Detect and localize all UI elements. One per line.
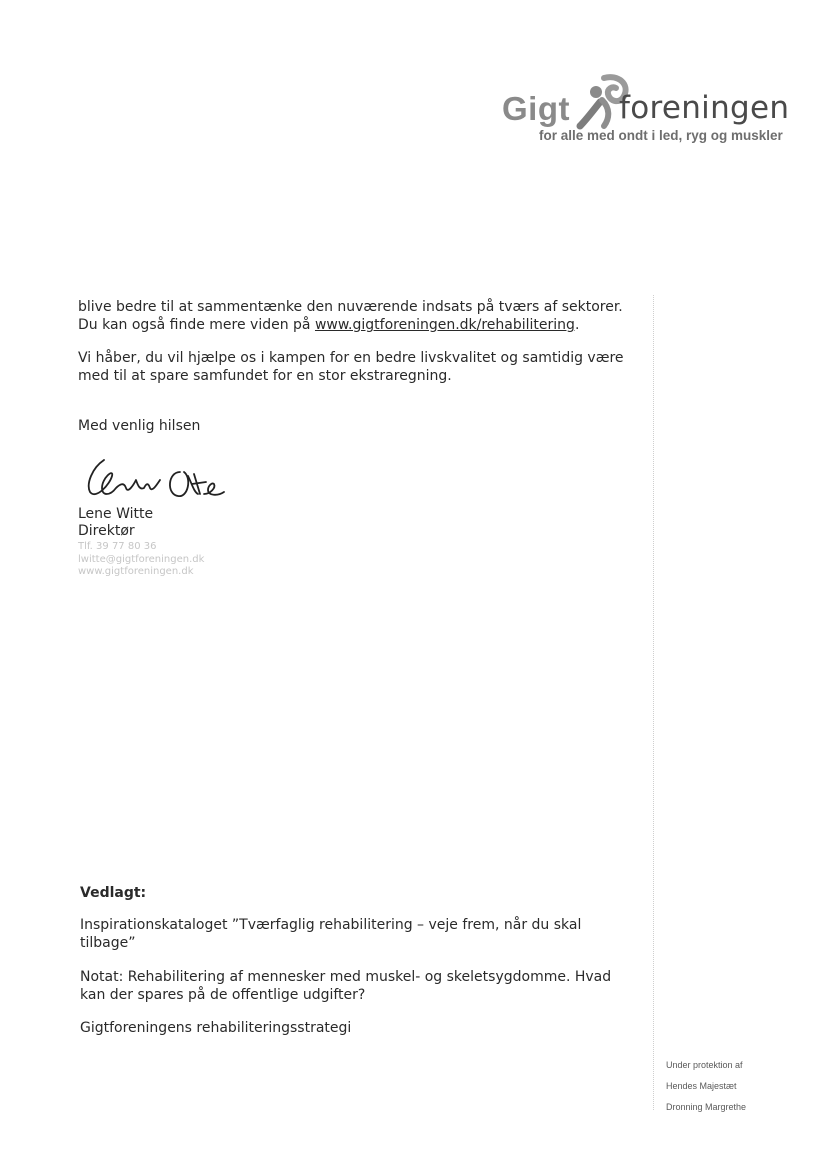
gigtforeningen-logo bbox=[502, 68, 790, 148]
attachment-item: Gigtforeningens rehabiliteringsstrategi bbox=[80, 1020, 352, 1036]
patronage-line: Under protektion af bbox=[666, 1060, 743, 1070]
paragraph-closing-remarks bbox=[78, 298, 638, 334]
patronage-line: Hendes Majestæt bbox=[666, 1081, 737, 1091]
royal-patronage-note bbox=[666, 1055, 746, 1118]
patronage-line: Dronning Margrethe bbox=[666, 1102, 747, 1112]
handwritten-signature bbox=[84, 454, 234, 504]
attachment-item: Notat: Rehabilitering af mennesker med muskel- og skeletsygdomme. Hvad kan der spares på de offentlige udgifter? bbox=[80, 969, 612, 1003]
logo-wordmark-foreningen: foreningen bbox=[619, 90, 790, 126]
logo-wordmark-gigt: Gigt bbox=[502, 90, 570, 127]
signer-web: www.gigtforeningen.dk bbox=[78, 566, 194, 577]
signer-email: lwitte@gigtforeningen.dk bbox=[78, 553, 205, 565]
logo-tagline: for alle med ondt i led, ryg og muskler bbox=[539, 128, 783, 143]
rehabilitering-link[interactable]: www.gigtforeningen.dk/rehabilitering bbox=[314, 317, 575, 333]
signer-contact bbox=[78, 541, 204, 579]
paragraph-line-suffix: . bbox=[574, 317, 580, 333]
signer-phone: Tlf. 39 77 80 36 bbox=[78, 541, 157, 552]
signer-title: Direktør bbox=[78, 523, 135, 539]
paragraph-line: blive bedre til at sammentænke den nuværende indsats på tværs af sektorer. bbox=[78, 299, 623, 315]
attachments-heading: Vedlagt: bbox=[80, 885, 147, 901]
paragraph-appeal: Vi håber, du vil hjælpe os i kampen for en bedre livskvalitet og samtidig være med til at spare samfundet for en stor ekstraregning. bbox=[78, 350, 624, 384]
attachment-item: Inspirationskataloget ”Tværfaglig rehabilitering – veje frem, når du skal tilbage” bbox=[80, 917, 582, 951]
closing-greeting: Med venlig hilsen bbox=[78, 418, 201, 434]
paragraph-line-prefix: Du kan også finde mere viden på bbox=[78, 317, 315, 333]
signer-block bbox=[78, 506, 153, 540]
margin-divider bbox=[653, 295, 654, 1110]
signer-name: Lene Witte bbox=[78, 506, 154, 522]
